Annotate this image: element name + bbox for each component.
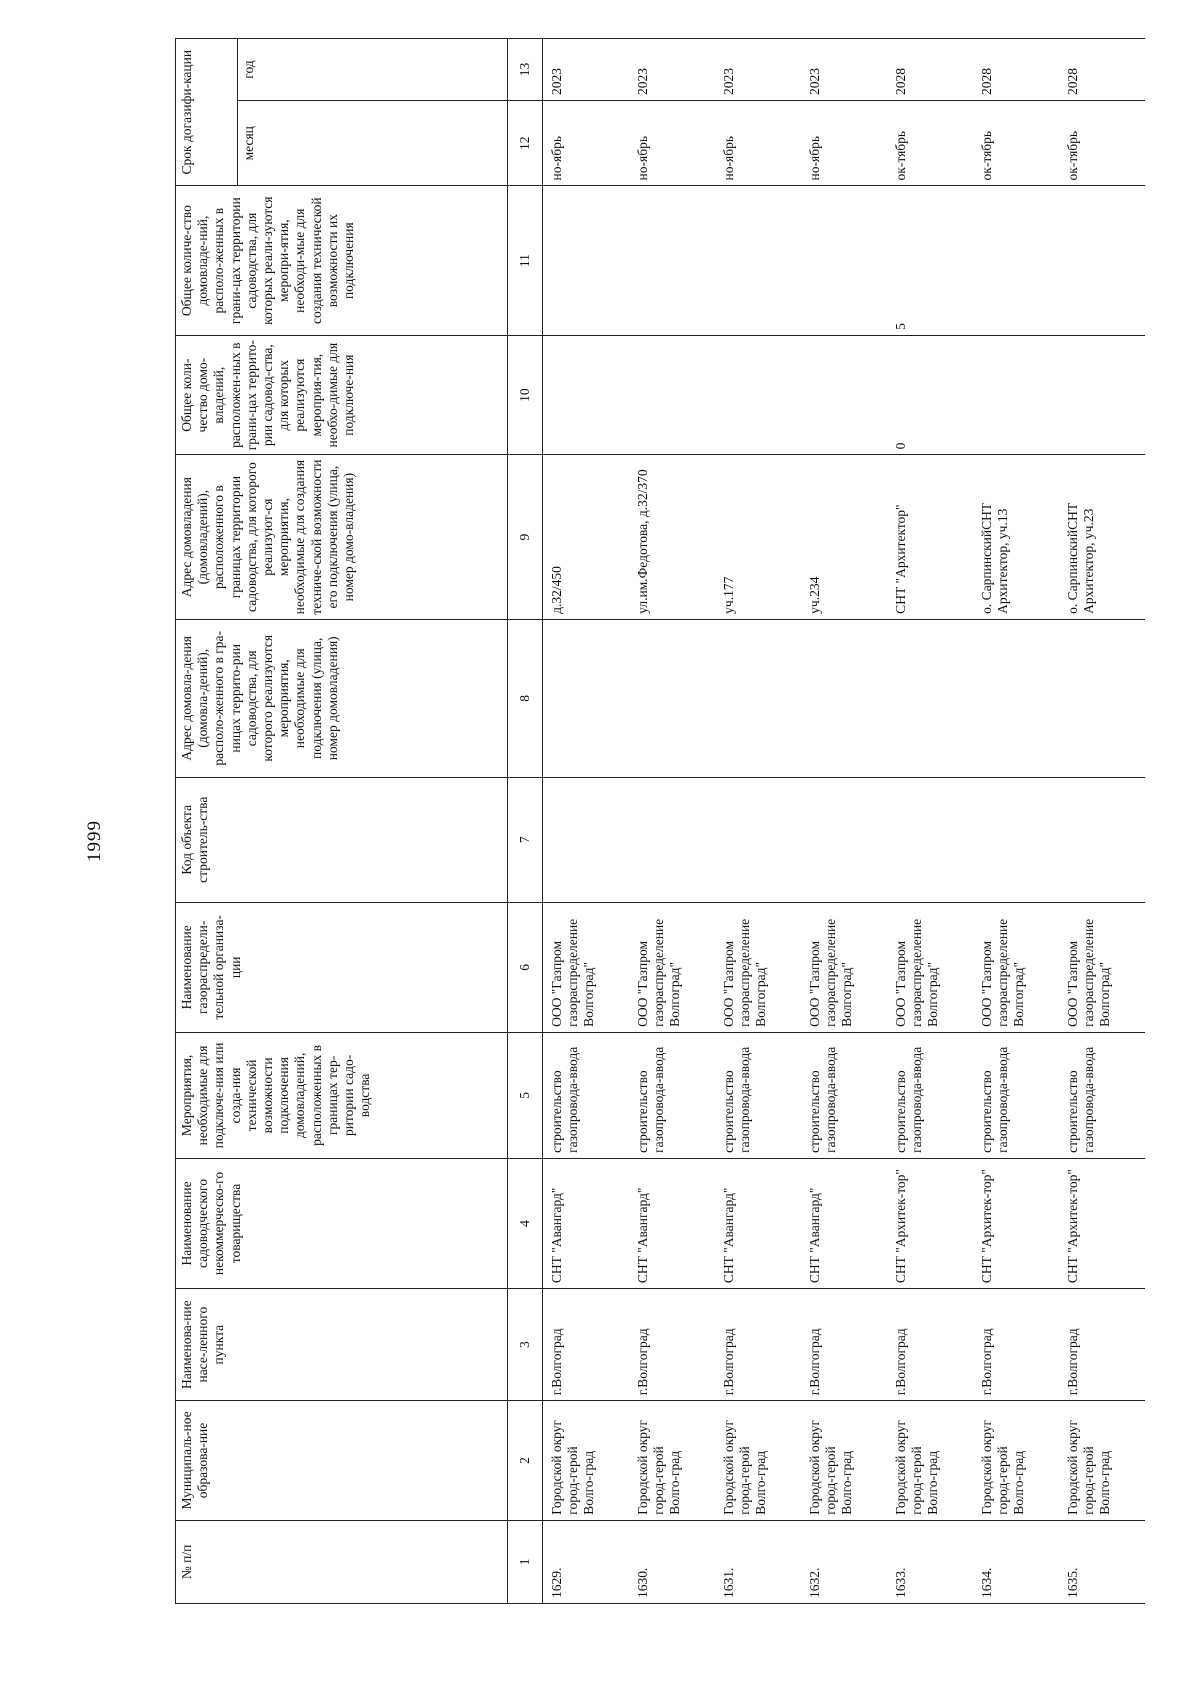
table-body: [543, 39, 1145, 1604]
gas-org-cell: ООО "Газпром газораспределение Волгоград": [543, 902, 629, 1032]
tech-count-cell: [973, 186, 1059, 335]
tech-count-cell: [543, 186, 629, 335]
header-col-5: Мероприятия, необходимые для подключе-ния или созда-ния технической возможности подключения домовладений, расположенных в границах тер-ритории садо-водства: [176, 1032, 508, 1158]
column-number: 10: [508, 335, 543, 455]
column-number: 4: [508, 1158, 543, 1288]
settlement-cell: г.Волгоград: [1059, 1289, 1145, 1401]
month-cell: но-ябрь: [543, 101, 629, 186]
column-number: 8: [508, 619, 543, 777]
tech-count-cell: 5: [887, 186, 973, 335]
tech-address-cell: д.32/450: [543, 455, 629, 619]
header-col-8: Адрес домовла-дения (домовла-дений), располо-женного в гра-ницах террито-рии садоводства, для которого реализуются мероприятия, необходимые для подключения (улица, номер домовладения): [176, 619, 508, 777]
year-cell: 2028: [887, 39, 973, 101]
object-code-cell: [715, 777, 801, 902]
row-number: 1631.: [715, 1520, 801, 1603]
year-cell: 2023: [801, 39, 887, 101]
month-cell: но-ябрь: [715, 101, 801, 186]
measures-cell: строительство газопровода-ввода: [715, 1032, 801, 1158]
month-cell: но-ябрь: [801, 101, 887, 186]
object-code-cell: [801, 777, 887, 902]
connect-address-cell: [973, 619, 1059, 777]
settlement-cell: г.Волгоград: [973, 1289, 1059, 1401]
column-number: 3: [508, 1289, 543, 1401]
table-row: [715, 39, 801, 1604]
gas-org-cell: ООО "Газпром газораспределение Волгоград": [1059, 902, 1145, 1032]
column-number: 9: [508, 455, 543, 619]
gas-org-cell: ООО "Газпром газораспределение Волгоград": [973, 902, 1059, 1032]
tech-address-cell: уч.234: [801, 455, 887, 619]
settlement-cell: г.Волгоград: [801, 1289, 887, 1401]
table-row: [543, 39, 629, 1604]
row-number: 1634.: [973, 1520, 1059, 1603]
object-code-cell: [543, 777, 629, 902]
gasification-table: [175, 38, 1145, 1604]
tech-count-cell: [715, 186, 801, 335]
header-col-9: Адрес домовладения (домовладений), расположенного в границах территории садоводства, для которого реализуют-ся мероприятия, необходимые для создания техниче-ской возможности его подключения (улица, номер домо-владения): [176, 455, 508, 619]
column-number: 5: [508, 1032, 543, 1158]
header-col-3: Наименова-ние насе-ленного пункта: [176, 1289, 508, 1401]
measures-cell: строительство газопровода-ввода: [973, 1032, 1059, 1158]
table-row: [887, 39, 973, 1604]
column-number: 2: [508, 1401, 543, 1521]
column-number: 11: [508, 186, 543, 335]
tech-count-cell: [629, 186, 715, 335]
gas-org-cell: ООО "Газпром газораспределение Волгоград": [629, 902, 715, 1032]
header-col-12: месяц: [238, 101, 508, 186]
object-code-cell: [1059, 777, 1145, 902]
connect-count-cell: [1059, 335, 1145, 455]
municipality-cell: Городской округ город-герой Волго-град: [629, 1401, 715, 1521]
month-cell: ок-тябрь: [1059, 101, 1145, 186]
table-row: [801, 39, 887, 1604]
gas-org-cell: ООО "Газпром газораспределение Волгоград": [801, 902, 887, 1032]
connect-address-cell: [715, 619, 801, 777]
month-cell: ок-тябрь: [973, 101, 1059, 186]
connect-count-cell: 0: [887, 335, 973, 455]
object-code-cell: [973, 777, 1059, 902]
rotated-table-container: [175, 38, 1112, 1604]
tech-address-cell: уч.177: [715, 455, 801, 619]
table-row: [629, 39, 715, 1604]
tech-count-cell: [1059, 186, 1145, 335]
tech-address-cell: СНТ "Архитектор": [887, 455, 973, 619]
connect-address-cell: [543, 619, 629, 777]
header-col-13: год: [238, 39, 508, 101]
municipality-cell: Городской округ город-герой Волго-град: [715, 1401, 801, 1521]
gas-org-cell: ООО "Газпром газораспределение Волгоград": [887, 902, 973, 1032]
object-code-cell: [629, 777, 715, 902]
municipality-cell: Городской округ город-герой Волго-град: [543, 1401, 629, 1521]
header-col-10: Общее коли-чество домо-владений, расположен-ных в грани-цах террито-рии садовод-ства, для которых реализуются мероприя-тия, необхо-димые для подключе-ния: [176, 335, 508, 455]
column-number: 12: [508, 101, 543, 186]
settlement-cell: г.Волгоград: [543, 1289, 629, 1401]
header-col-1: № п/п: [176, 1520, 508, 1603]
connect-count-cell: [715, 335, 801, 455]
municipality-cell: Городской округ город-герой Волго-град: [1059, 1401, 1145, 1521]
month-cell: но-ябрь: [629, 101, 715, 186]
table-row: [973, 39, 1059, 1604]
connect-count-cell: [973, 335, 1059, 455]
snt-cell: СНТ "Авангард": [629, 1158, 715, 1288]
tech-address-cell: о. СарпинскийСНТ Архитектор, уч.13: [973, 455, 1059, 619]
snt-cell: СНТ "Авангард": [543, 1158, 629, 1288]
connect-address-cell: [887, 619, 973, 777]
snt-cell: СНТ "Авангард": [715, 1158, 801, 1288]
row-number: 1629.: [543, 1520, 629, 1603]
header-col-2: Муниципаль-ное образова-ние: [176, 1401, 508, 1521]
row-number: 1632.: [801, 1520, 887, 1603]
column-number: 6: [508, 902, 543, 1032]
header-col-7: Код объекта строитель-ства: [176, 777, 508, 902]
column-number-row: [508, 39, 543, 1604]
snt-cell: СНТ "Архитек-тор": [973, 1158, 1059, 1288]
municipality-cell: Городской округ город-герой Волго-град: [973, 1401, 1059, 1521]
column-number: 1: [508, 1520, 543, 1603]
measures-cell: строительство газопровода-ввода: [543, 1032, 629, 1158]
table-row: [1059, 39, 1145, 1604]
page-number: 1999: [84, 820, 105, 862]
connect-address-cell: [1059, 619, 1145, 777]
header-col-6: Наименование газораспредели-тельной организа-ции: [176, 902, 508, 1032]
year-cell: 2028: [1059, 39, 1145, 101]
header-col-4: Наименование садоводческого некоммерческо-го товарищества: [176, 1158, 508, 1288]
row-number: 1630.: [629, 1520, 715, 1603]
settlement-cell: г.Волгоград: [629, 1289, 715, 1401]
snt-cell: СНТ "Авангард": [801, 1158, 887, 1288]
header-col-11: Общее количе-ство домовладе-ний, располо-женных в грани-цах территории садоводства, для которых реали-зуются меропри-ятия, необходи-мые для создания технической возможности их подключения: [176, 186, 508, 335]
measures-cell: строительство газопровода-ввода: [1059, 1032, 1145, 1158]
municipality-cell: Городской округ город-герой Волго-град: [801, 1401, 887, 1521]
settlement-cell: г.Волгоград: [715, 1289, 801, 1401]
snt-cell: СНТ "Архитек-тор": [887, 1158, 973, 1288]
tech-address-cell: ул.им.Федотова, д.32/370: [629, 455, 715, 619]
measures-cell: строительство газопровода-ввода: [801, 1032, 887, 1158]
tech-address-cell: о. СарпинскийСНТ Архитектор, уч.23: [1059, 455, 1145, 619]
year-cell: 2028: [973, 39, 1059, 101]
row-number: 1633.: [887, 1520, 973, 1603]
connect-count-cell: [801, 335, 887, 455]
object-code-cell: [887, 777, 973, 902]
settlement-cell: г.Волгоград: [887, 1289, 973, 1401]
column-number: 7: [508, 777, 543, 902]
connect-address-cell: [801, 619, 887, 777]
measures-cell: строительство газопровода-ввода: [887, 1032, 973, 1158]
month-cell: ок-тябрь: [887, 101, 973, 186]
snt-cell: СНТ "Архитек-тор": [1059, 1158, 1145, 1288]
gas-org-cell: ООО "Газпром газораспределение Волгоград": [715, 902, 801, 1032]
row-number: 1635.: [1059, 1520, 1145, 1603]
header-row-1: [176, 39, 238, 1604]
connect-address-cell: [629, 619, 715, 777]
year-cell: 2023: [629, 39, 715, 101]
tech-count-cell: [801, 186, 887, 335]
column-number: 13: [508, 39, 543, 101]
connect-count-cell: [629, 335, 715, 455]
year-cell: 2023: [543, 39, 629, 101]
year-cell: 2023: [715, 39, 801, 101]
municipality-cell: Городской округ город-герой Волго-град: [887, 1401, 973, 1521]
measures-cell: строительство газопровода-ввода: [629, 1032, 715, 1158]
connect-count-cell: [543, 335, 629, 455]
header-col-12-13: Срок догазифи-кации: [176, 39, 238, 186]
